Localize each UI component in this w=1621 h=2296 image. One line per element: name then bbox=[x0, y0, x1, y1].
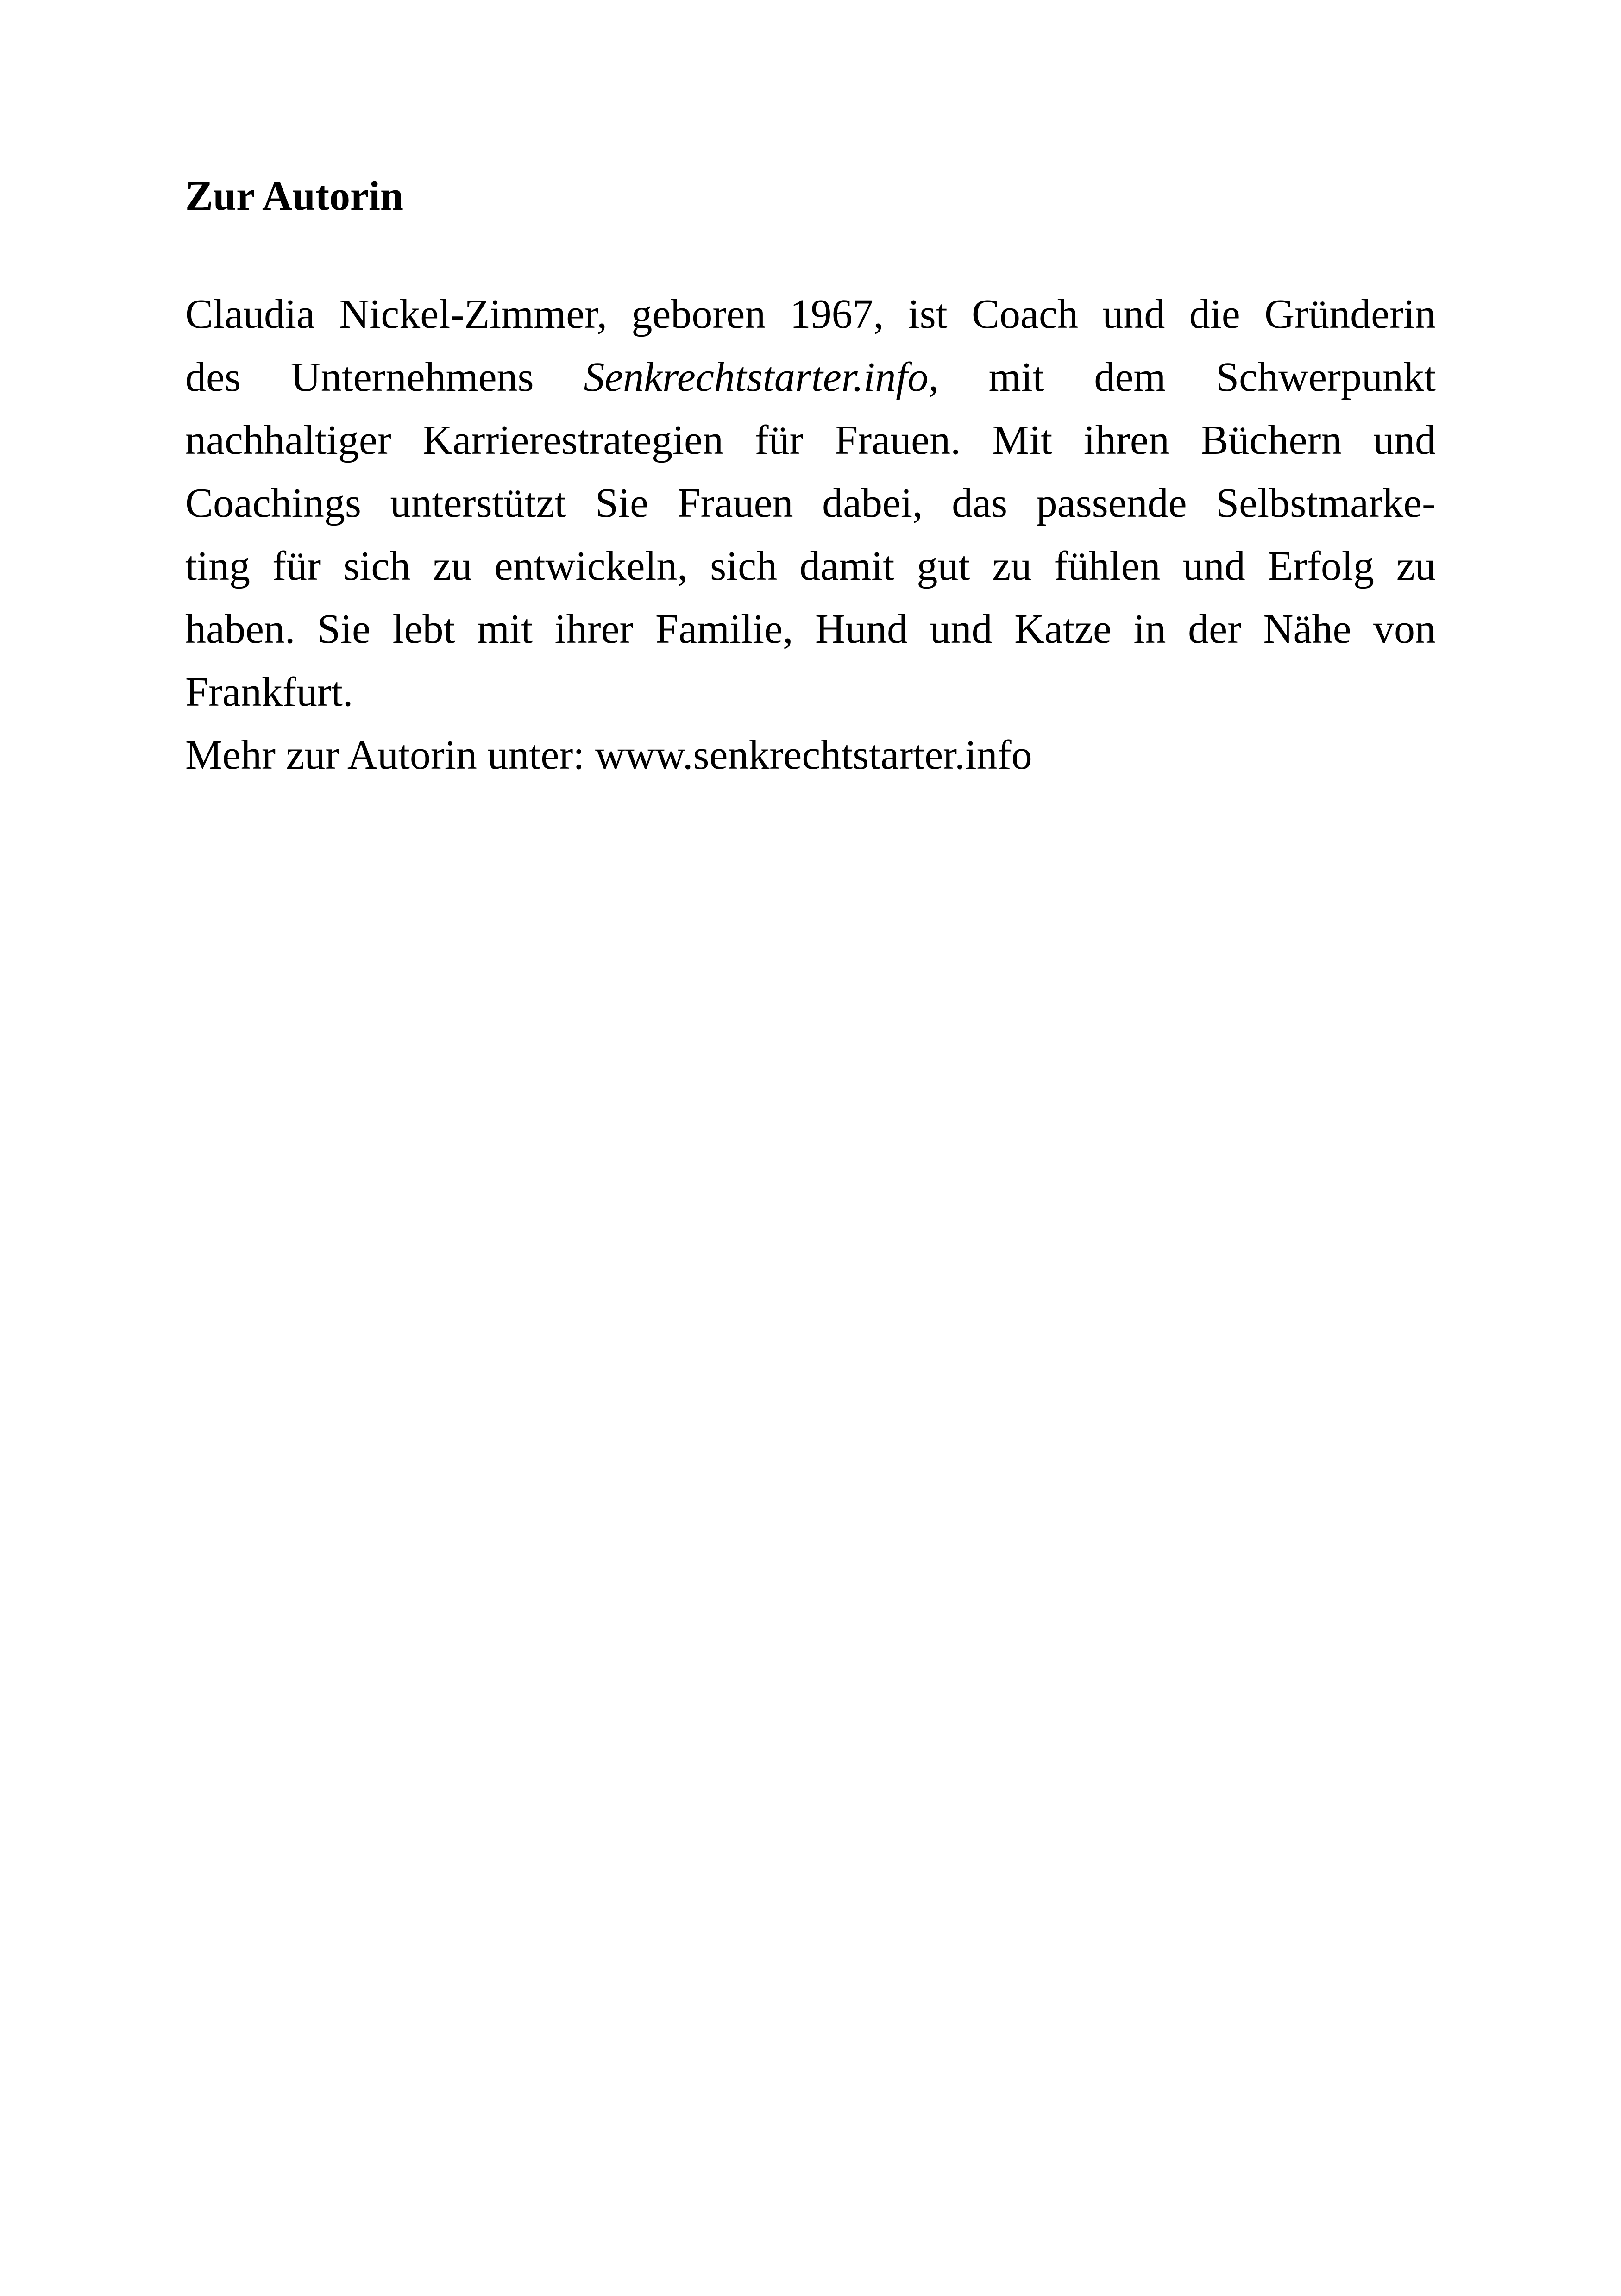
bio-line-7: Frankfurt. bbox=[185, 669, 353, 715]
page-title: Zur Autorin bbox=[185, 173, 403, 219]
bio-line-4: Coachings unterstützt Sie Frauen dabei, das passende Selbstmarke- bbox=[185, 480, 1436, 526]
bio-line-1: Claudia Nickel-Zimmer, geboren 1967, ist Coach und die Gründerin bbox=[185, 291, 1436, 337]
page-content bbox=[185, 165, 1436, 787]
bio-line-2-end: mit dem Schwerpunkt bbox=[988, 354, 1436, 400]
bio-line-2-start: des Unternehmens bbox=[185, 354, 534, 400]
bio-line-3: nachhaltiger Karrierestrategien für Frauen. Mit ihren Büchern und bbox=[185, 417, 1436, 463]
more-info-line: Mehr zur Autorin unter: www.senkrechtstarter.info bbox=[185, 732, 1032, 778]
bio-line-5: ting für sich zu entwickeln, sich damit gut zu fühlen und Erfolg zu bbox=[185, 543, 1436, 589]
bio-line-2 bbox=[185, 346, 1436, 409]
bio-line-6: haben. Sie lebt mit ihrer Familie, Hund und Katze in der Nähe von bbox=[185, 606, 1436, 652]
author-bio bbox=[185, 283, 1436, 724]
company-name: Senkrechtstarter.info, bbox=[584, 354, 939, 400]
